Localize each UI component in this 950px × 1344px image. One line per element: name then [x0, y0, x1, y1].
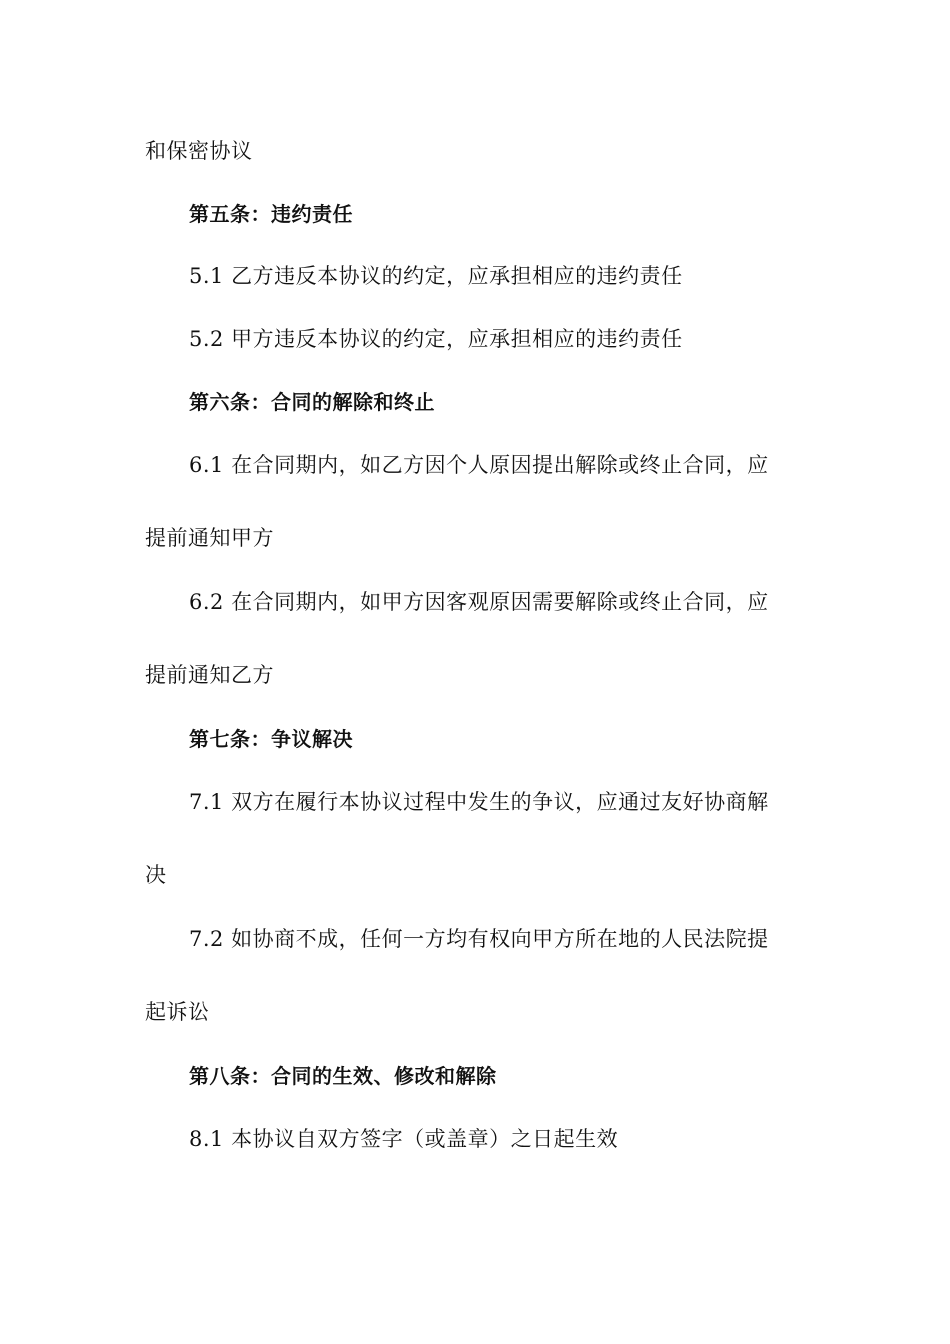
clause-6-2-continuation: 提前通知乙方 — [145, 663, 274, 687]
section-heading-5: 第五条：违约责任 — [189, 202, 353, 226]
paragraph-continuation: 和保密协议 — [145, 139, 253, 163]
clause-8-1: 8.1 本协议自双方签字（或盖章）之日起生效 — [189, 1127, 619, 1151]
section-heading-6: 第六条：合同的解除和终止 — [189, 390, 435, 414]
clause-7-1: 7.1 双方在履行本协议过程中发生的争议，应通过友好协商解 — [189, 790, 769, 814]
clause-7-2-continuation: 起诉讼 — [145, 1000, 210, 1024]
section-heading-8: 第八条：合同的生效、修改和解除 — [189, 1064, 497, 1088]
clause-5-1: 5.1 乙方违反本协议的约定，应承担相应的违约责任 — [189, 264, 683, 288]
clause-5-2: 5.2 甲方违反本协议的约定，应承担相应的违约责任 — [189, 327, 683, 351]
clause-6-2: 6.2 在合同期内，如甲方因客观原因需要解除或终止合同，应 — [189, 590, 769, 614]
clause-6-1: 6.1 在合同期内，如乙方因个人原因提出解除或终止合同，应 — [189, 453, 769, 477]
section-heading-7: 第七条：争议解决 — [189, 727, 353, 751]
clause-7-1-continuation: 决 — [145, 863, 167, 887]
clause-6-1-continuation: 提前通知甲方 — [145, 526, 274, 550]
clause-7-2: 7.2 如协商不成，任何一方均有权向甲方所在地的人民法院提 — [189, 927, 769, 951]
